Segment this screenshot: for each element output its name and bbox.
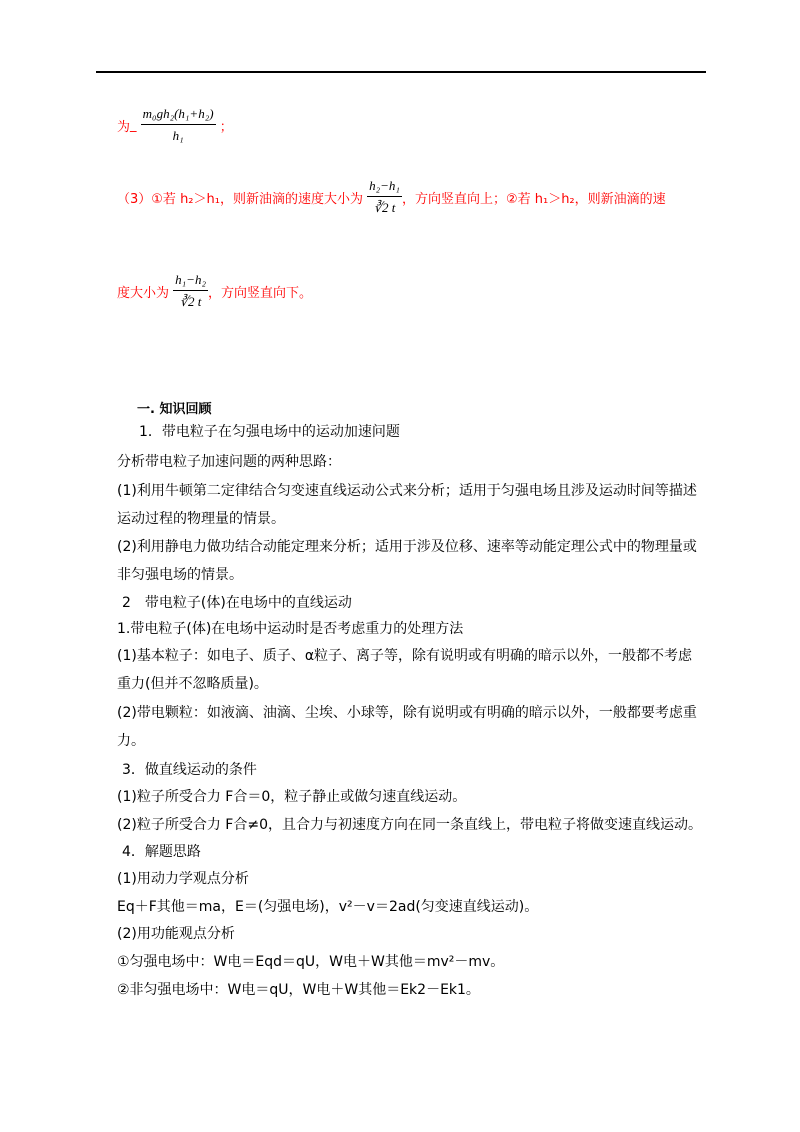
review-line: (2)粒子所受合力 F合≠0，且合力与初速度方向在同一条直线上，带电粒子将做变速直线运动。 bbox=[117, 817, 702, 833]
answer-part3-fraction1-denominator: ∛2 t bbox=[373, 200, 396, 215]
review-line: 运动过程的物理量的情景。 bbox=[117, 511, 285, 527]
answer-part2-prefix: 为 bbox=[117, 120, 131, 135]
review-line: (1)粒子所受合力 F合＝0，粒子静止或做匀速直线运动。 bbox=[117, 789, 467, 805]
review-line: (2)用功能观点分析 bbox=[117, 926, 235, 942]
review-heading: 一. 知识回顾 bbox=[137, 402, 212, 417]
answer-part2-denominator: h₁ bbox=[172, 128, 184, 143]
answer-part3-line2 bbox=[117, 270, 312, 313]
review-line: ①匀强电场中：W电＝Eqd＝qU，W电＋W其他＝mv²－mv。 bbox=[117, 954, 505, 970]
review-line: (1)用动力学观点分析 bbox=[117, 871, 249, 887]
answer-part3-case2: ②若 h₁＞h₂，则新油滴的速 bbox=[505, 192, 666, 207]
review-line: (2)利用静电力做功结合动能定理来分析；适用于涉及位移、速率等动能定理公式中的物理量或 bbox=[117, 539, 697, 555]
answer-part3-fraction1-numerator: h₂−h₁ bbox=[367, 176, 402, 197]
header-rule bbox=[96, 71, 706, 73]
answer-part3-case1: ①若 h₂＞h₁，则新油滴的速度大小为 bbox=[151, 192, 363, 207]
answer-part3-direction-down: ，方向竖直向下。 bbox=[207, 286, 312, 301]
answer-part3-line1 bbox=[117, 176, 666, 219]
review-line: 4．解题思路 bbox=[122, 844, 201, 860]
answer-part3-fraction2-numerator: h₁−h₂ bbox=[173, 270, 208, 291]
review-line: 1．带电粒子在匀强电场中的运动加速问题 bbox=[139, 424, 400, 440]
review-line: 1.带电粒子(体)在电场中运动时是否考虑重力的处理方法 bbox=[117, 621, 464, 637]
review-line: (2)带电颗粒：如液滴、油滴、尘埃、小球等，除有说明或有明确的暗示以外，一般都要考虑重 bbox=[117, 705, 697, 721]
review-line: (1)利用牛顿第二定律结合匀变速直线运动公式来分析；适用于匀强电场且涉及运动时间等描述 bbox=[117, 483, 697, 499]
review-line: Eq＋F其他＝ma，E＝(匀强电场)，v²－v＝2ad(匀变速直线运动)。 bbox=[117, 899, 539, 915]
review-line: 力。 bbox=[117, 733, 145, 749]
review-line: (1)基本粒子：如电子、质子、α粒子、离子等，除有说明或有明确的暗示以外，一般都不考虑 bbox=[117, 648, 693, 664]
review-line: 非匀强电场的情景。 bbox=[117, 567, 243, 583]
review-line: 分析带电粒子加速问题的两种思路： bbox=[117, 454, 341, 470]
answer-part2-numerator: m₀gh₂(h₁+h₂) bbox=[141, 104, 216, 125]
review-line: 重力(但并不忽略质量)。 bbox=[117, 676, 268, 692]
answer-part3-fraction2-denominator: ∛2 t bbox=[179, 294, 202, 309]
answer-part3-fraction1 bbox=[367, 176, 402, 219]
answer-part2-suffix: ； bbox=[219, 120, 233, 135]
answer-part3-label: （3） bbox=[117, 192, 152, 207]
review-line: 3．做直线运动的条件 bbox=[122, 762, 257, 778]
answer-part2: 为_ $\frac{\text{m₀gh₂(h₁+h₂)}}{\text{h₁}}$ ； bbox=[117, 104, 233, 147]
answer-part3-speed-label: 度大小为 bbox=[117, 286, 170, 301]
answer-part2-fraction bbox=[141, 104, 216, 147]
review-line: 2 带电粒子(体)在电场中的直线运动 bbox=[122, 595, 352, 611]
answer-part3-fraction2 bbox=[173, 270, 208, 313]
review-line: ②非匀强电场中：W电＝qU，W电＋W其他＝Ek2－Ek1。 bbox=[117, 982, 480, 998]
answer-part3-direction-up: ，方向竖直向上； bbox=[401, 192, 506, 207]
